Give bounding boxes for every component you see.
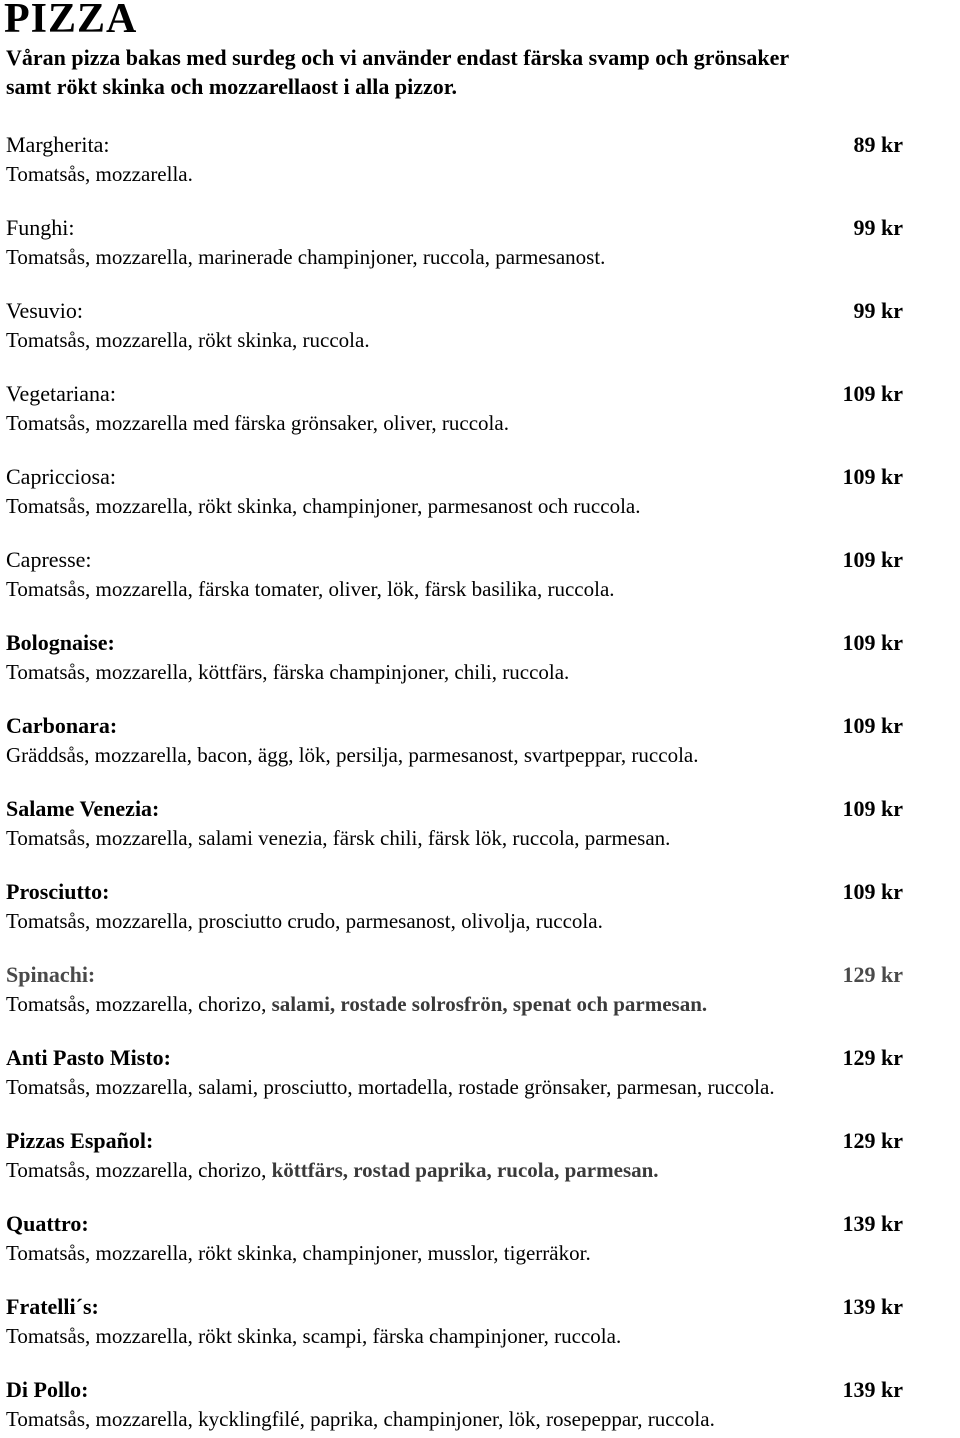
- item-price: 99 kr: [853, 298, 903, 323]
- item-price: 139 kr: [842, 1211, 903, 1236]
- menu-item-salame-venezia: [0, 795, 960, 855]
- item-price: 109 kr: [842, 630, 903, 655]
- item-description-text: Tomatsås, mozzarella, rökt skinka, champinjoner, parmesanost och ruccola.: [6, 494, 641, 518]
- menu-item-margherita: [0, 131, 960, 191]
- item-price: 139 kr: [842, 1294, 903, 1319]
- menu-item-vesuvio: [0, 297, 960, 357]
- item-description-text: Tomatsås, mozzarella med färska grönsaker, oliver, ruccola.: [6, 411, 509, 435]
- item-name: Capresse:: [6, 547, 92, 572]
- menu-item-prosciutto: [0, 878, 960, 938]
- menu-item-pizzas-espanol: [0, 1127, 960, 1187]
- item-description-text: Tomatsås, mozzarella, färska tomater, oliver, lök, färsk basilika, ruccola.: [6, 577, 615, 601]
- item-price: 89 kr: [853, 132, 903, 157]
- item-name: Prosciutto:: [6, 879, 110, 904]
- item-description-text: Tomatsås, mozzarella, köttfärs, färska champinjoner, chili, ruccola.: [6, 660, 570, 684]
- intro-line-2: samt rökt skinka och mozzarellaost i alla pizzor.: [6, 74, 457, 99]
- item-name: Capricciosa:: [6, 464, 116, 489]
- menu-item-vegetariana: [0, 380, 960, 440]
- item-name: Quattro:: [6, 1211, 89, 1236]
- item-description-text: Gräddsås, mozzarella, bacon, ägg, lök, persilja, parmesanost, svartpeppar, ruccola.: [6, 743, 699, 767]
- item-description: [6, 160, 193, 188]
- item-description-text: Tomatsås, mozzarella, rökt skinka, champinjoner, musslor, tigerräkor.: [6, 1241, 591, 1265]
- item-name: Di Pollo:: [6, 1377, 89, 1402]
- item-description-text: Tomatsås, mozzarella, salami venezia, färsk chili, färsk lök, ruccola, parmesan.: [6, 826, 671, 850]
- item-name: Carbonara:: [6, 713, 118, 738]
- item-description-text: Tomatsås, mozzarella, rökt skinka, scampi, färska champinjoner, ruccola.: [6, 1324, 622, 1348]
- item-name: Fratelli´s:: [6, 1294, 99, 1319]
- item-description-text: Tomatsås, mozzarella, rökt skinka, ruccola.: [6, 328, 370, 352]
- item-description: [6, 243, 605, 271]
- item-description: [6, 658, 569, 686]
- item-description-text: Tomatsås, mozzarella, kycklingfilé, paprika, champinjoner, lök, rosepeppar, ruccola.: [6, 1407, 715, 1431]
- menu-item-funghi: [0, 214, 960, 274]
- item-price: 129 kr: [842, 1128, 903, 1153]
- item-description: [6, 1156, 659, 1184]
- item-price: 99 kr: [853, 215, 903, 240]
- item-description-text: Tomatsås, mozzarella, chorizo,: [6, 1158, 272, 1182]
- item-name: Bolognaise:: [6, 630, 115, 655]
- item-description-text: Tomatsås, mozzarella, prosciutto crudo, parmesanost, olivolja, ruccola.: [6, 909, 603, 933]
- item-price: 109 kr: [842, 381, 903, 406]
- item-price: 109 kr: [842, 796, 903, 821]
- item-description: [6, 409, 509, 437]
- item-name: Funghi:: [6, 215, 75, 240]
- item-description-text: Tomatsås, mozzarella, salami, prosciutto, mortadella, rostade grönsaker, parmesan, ruccola.: [6, 1075, 775, 1099]
- item-price: 129 kr: [842, 1045, 903, 1070]
- menu-item-anti-pasto-misto: [0, 1044, 960, 1104]
- item-description: [6, 326, 370, 354]
- item-description: [6, 990, 707, 1018]
- item-name: Salame Venezia:: [6, 796, 160, 821]
- item-description: [6, 575, 615, 603]
- item-description: [6, 1239, 591, 1267]
- intro-text: [6, 43, 789, 101]
- menu-item-spinachi: [0, 961, 960, 1021]
- item-price: 109 kr: [842, 713, 903, 738]
- item-name: Spinachi:: [6, 962, 96, 987]
- item-price: 109 kr: [842, 547, 903, 572]
- item-description: [6, 741, 698, 769]
- menu-item-quattro: [0, 1210, 960, 1270]
- item-description: [6, 907, 603, 935]
- menu-item-capresse: [0, 546, 960, 606]
- item-price: 129 kr: [842, 962, 903, 987]
- menu-item-fratellis: [0, 1293, 960, 1353]
- item-name: Vesuvio:: [6, 298, 83, 323]
- item-price: 109 kr: [842, 464, 903, 489]
- item-description: [6, 824, 670, 852]
- item-price: 109 kr: [842, 879, 903, 904]
- item-description-text: Tomatsås, mozzarella, chorizo,: [6, 992, 272, 1016]
- item-price: 139 kr: [842, 1377, 903, 1402]
- menu-item-di-pollo: [0, 1376, 960, 1436]
- item-description: [6, 1405, 715, 1433]
- item-name: Pizzas Español:: [6, 1128, 154, 1153]
- menu-item-carbonara: [0, 712, 960, 772]
- menu-item-bolognaise: [0, 629, 960, 689]
- item-name: Anti Pasto Misto:: [6, 1045, 171, 1070]
- item-description-text: Tomatsås, mozzarella.: [6, 162, 193, 186]
- item-name: Vegetariana:: [6, 381, 116, 406]
- item-description: [6, 1322, 621, 1350]
- item-name: Margherita:: [6, 132, 110, 157]
- item-description-emphasis: salami, rostade solrosfrön, spenat och parmesan.: [271, 992, 708, 1016]
- intro-line-1: Våran pizza bakas med surdeg och vi använder endast färska svamp och grönsaker: [6, 45, 790, 70]
- item-description-text: Tomatsås, mozzarella, marinerade champinjoner, ruccola, parmesanost.: [6, 245, 606, 269]
- page-title: PIZZA: [4, 0, 138, 42]
- menu-item-capricciosa: [0, 463, 960, 523]
- item-description-emphasis: köttfärs, rostad paprika, rucola, parmesan.: [271, 1158, 659, 1182]
- item-description: [6, 1073, 775, 1101]
- item-description: [6, 492, 640, 520]
